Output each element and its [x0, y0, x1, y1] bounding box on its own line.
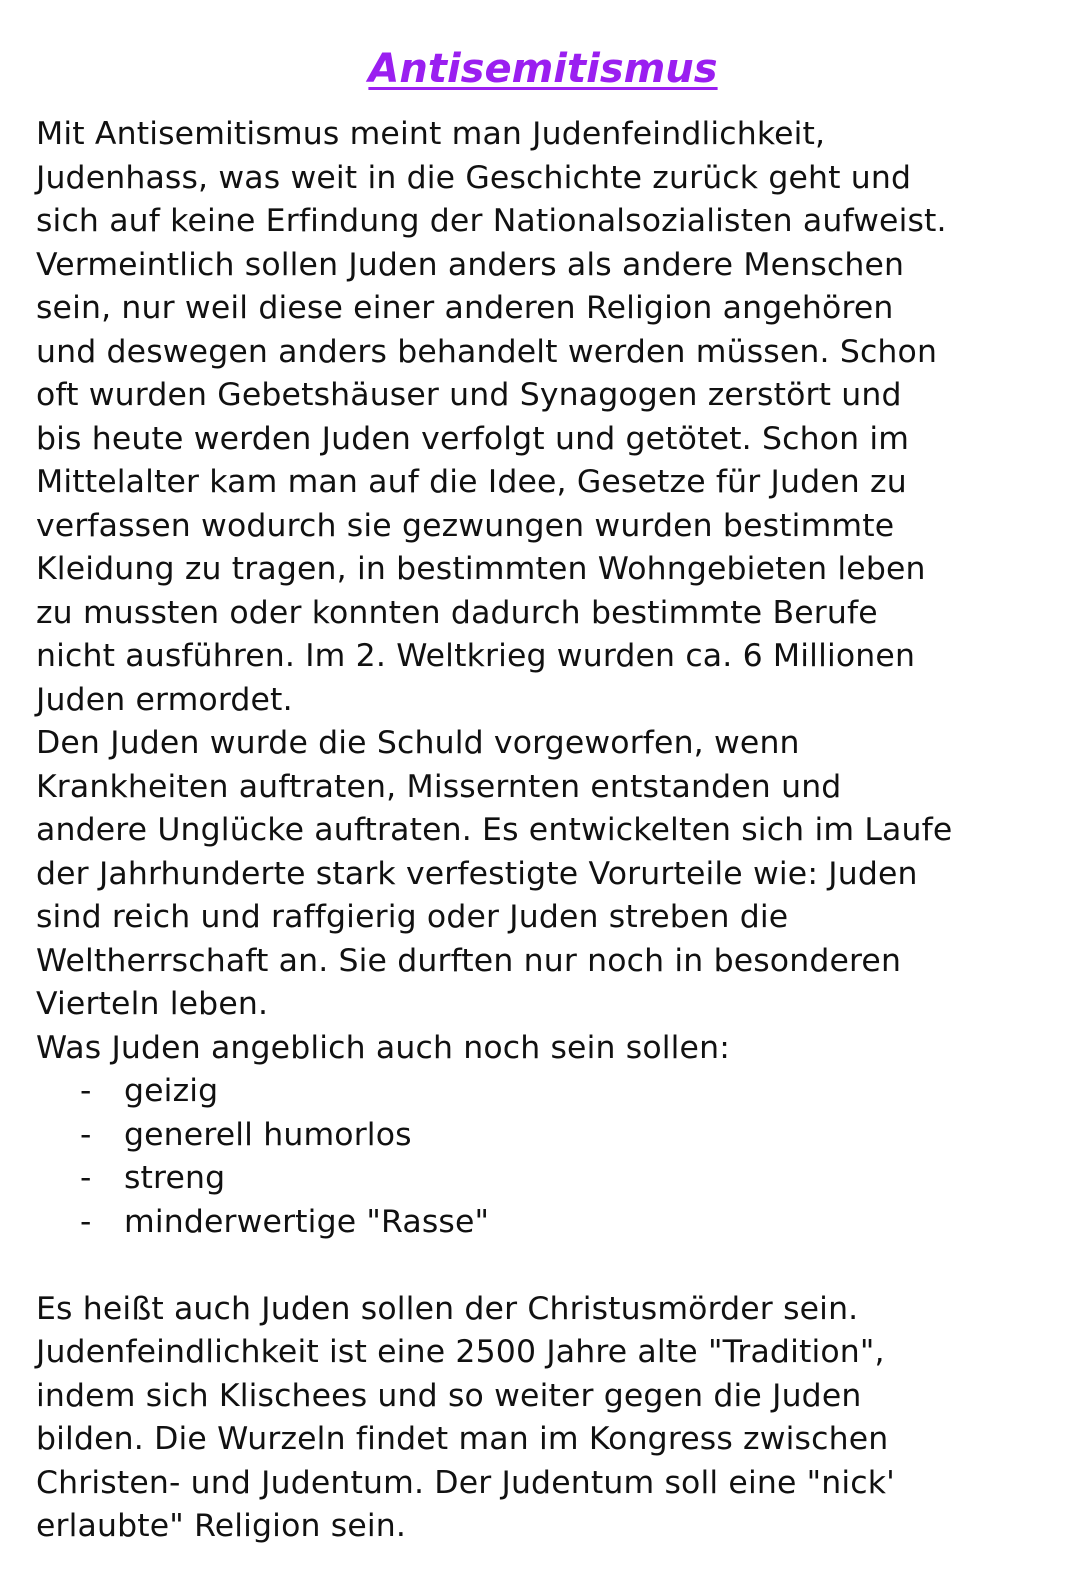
- text-line: bis heute werden Juden verfolgt und getötet. Schon im: [36, 420, 910, 457]
- text-line: zu mussten oder konnten dadurch bestimmte Berufe: [36, 594, 878, 631]
- document-title: Antisemitismus: [368, 45, 718, 92]
- list-item-text: streng: [124, 1160, 226, 1196]
- text-line: Vermeintlich sollen Juden anders als andere Menschen: [36, 246, 905, 283]
- text-line: Christen- und Judentum. Der Judentum soll eine "nick': [36, 1464, 895, 1501]
- text-line: Weltherrschaft an. Sie durften nur noch in besonderen: [36, 942, 902, 979]
- text-line: nicht ausführen. Im 2. Weltkrieg wurden ca. 6 Millionen: [36, 638, 916, 674]
- text-line: bilden. Die Wurzeln findet man im Kongress zwischen: [36, 1421, 889, 1457]
- text-line: Kleidung zu tragen, in bestimmten Wohngebieten leben: [36, 551, 926, 587]
- stereotype-list: [36, 1070, 1076, 1244]
- document-body: [36, 113, 1076, 1549]
- dash-bullet-icon: -: [80, 1203, 92, 1240]
- text-line: sein, nur weil diese einer anderen Religion angehören: [36, 290, 894, 326]
- paragraph-prejudice: [36, 722, 1076, 1027]
- list-item-text: generell humorlos: [124, 1116, 412, 1153]
- list-item: [36, 1157, 1076, 1201]
- text-line: der Jahrhunderte stark verfestigte Vorurteile wie: Juden: [36, 855, 918, 892]
- text-line: indem sich Klischees und so weiter gegen die Juden: [36, 1377, 862, 1414]
- list-item: [36, 1201, 1076, 1245]
- list-item-text: minderwertige "Rasse": [124, 1203, 490, 1240]
- text-line: oft wurden Gebetshäuser und Synagogen zerstört und: [36, 377, 902, 413]
- dash-bullet-icon: -: [80, 1073, 92, 1109]
- text-line: Juden ermordet.: [36, 681, 293, 718]
- dash-bullet-icon: -: [80, 1160, 92, 1196]
- text-line: sich auf keine Erfindung der Nationalsozialisten aufweist.: [36, 203, 947, 239]
- text-line: Es heißt auch Juden sollen der Christusmörder sein.: [36, 1290, 859, 1327]
- paragraph-intro: [36, 113, 1076, 722]
- text-line: Krankheiten auftraten, Missernten entstanden und: [36, 768, 842, 805]
- dash-bullet-icon: -: [80, 1116, 92, 1153]
- text-line: andere Unglücke auftraten. Es entwickelten sich im Laufe: [36, 812, 953, 848]
- text-line: Mit Antisemitismus meint man Judenfeindlichkeit,: [36, 116, 826, 152]
- text-line: und deswegen anders behandelt werden müssen. Schon: [36, 333, 938, 370]
- list-intro: Was Juden angeblich auch noch sein sollen:: [36, 1029, 730, 1066]
- text-line: verfassen wodurch sie gezwungen wurden bestimmte: [36, 507, 895, 544]
- list-item: [36, 1070, 1076, 1114]
- text-line: Mittelalter kam man auf die Idee, Gesetze für Juden zu: [36, 464, 907, 500]
- text-line: sind reich und raffgierig oder Juden streben die: [36, 899, 789, 935]
- text-line: erlaubte" Religion sein.: [36, 1508, 407, 1544]
- list-item-text: geizig: [124, 1073, 219, 1109]
- text-line: Judenfeindlichkeit ist eine 2500 Jahre alte "Tradition",: [36, 1334, 885, 1370]
- list-item: [36, 1114, 1076, 1158]
- text-line: Judenhass, was weit in die Geschichte zurück geht und: [36, 159, 912, 196]
- text-line: Den Juden wurde die Schuld vorgeworfen, wenn: [36, 725, 800, 761]
- paragraph-history: [36, 1288, 1076, 1549]
- text-line: Vierteln leben.: [36, 986, 269, 1022]
- blank-line: [36, 1244, 1076, 1288]
